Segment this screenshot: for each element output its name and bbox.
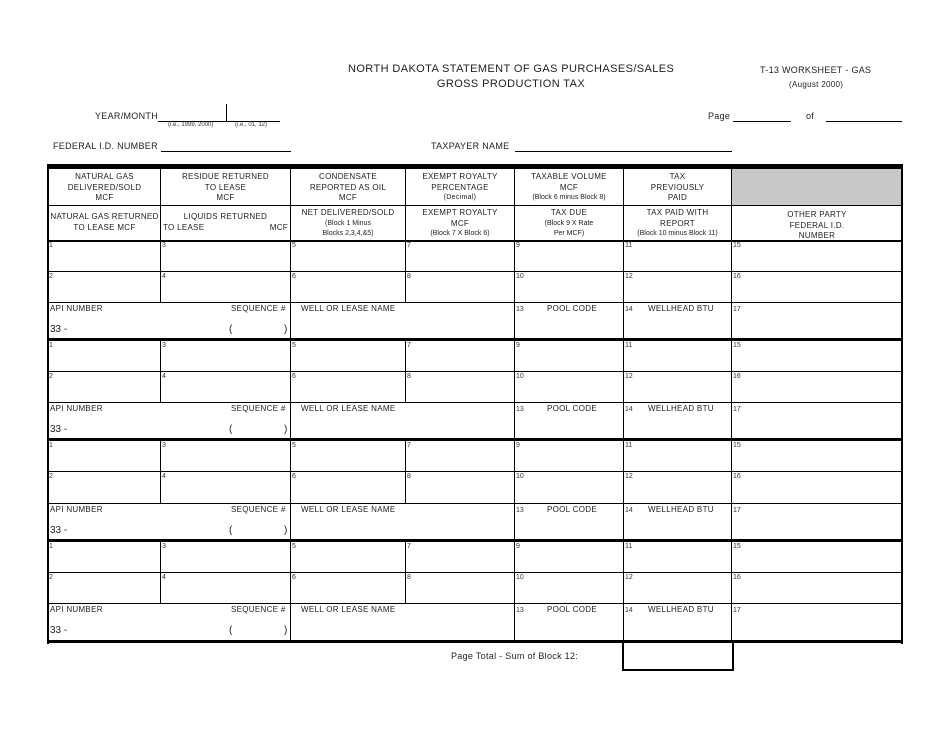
year-hint: (i.e., 1999, 2000) [168, 122, 214, 128]
block-number: 6 [292, 273, 296, 280]
block-number: 4 [162, 574, 166, 581]
form-date: (August 2000) [789, 80, 844, 89]
api-prefix: 33 - [50, 324, 68, 335]
block-number: 5 [292, 442, 296, 449]
block-number: 3 [162, 543, 166, 550]
block-number: 8 [407, 574, 411, 581]
well-name-label: WELL OR LEASE NAME [301, 404, 396, 413]
block-number: 2 [49, 574, 53, 581]
block-number: 1 [49, 543, 53, 550]
api-number-label: API NUMBER [50, 304, 103, 313]
block-number: 15 [733, 342, 741, 349]
sequence-close-paren: ) [284, 625, 288, 636]
block-number: 4 [162, 373, 166, 380]
block-number: 14 [625, 607, 633, 614]
block-number: 11 [625, 242, 633, 249]
block-number: 2 [49, 473, 53, 480]
block-number: 11 [625, 543, 633, 550]
sequence-label: SEQUENCE # [231, 404, 286, 413]
form-id: T-13 WORKSHEET - GAS [760, 65, 872, 75]
col-header-tax-due: TAX DUE (Block 9 X Rate Per MCF) [544, 208, 594, 237]
api-prefix: 33 - [50, 525, 68, 536]
col-header-natural-gas-sold: NATURAL GAS DELIVERED/SOLD MCF [67, 172, 142, 202]
pool-code-label: POOL CODE [547, 505, 597, 514]
federal-id-input[interactable] [161, 151, 291, 152]
of-label: of [806, 111, 815, 121]
block-number: 2 [49, 373, 53, 380]
block-number: 2 [49, 273, 53, 280]
block-number: 3 [162, 242, 166, 249]
block-number: 3 [162, 342, 166, 349]
sequence-label: SEQUENCE # [231, 605, 286, 614]
block-number: 10 [516, 473, 524, 480]
form-subtitle: GROSS PRODUCTION TAX [436, 78, 586, 90]
block-number: 7 [407, 342, 411, 349]
block-number: 15 [733, 442, 741, 449]
sequence-open-paren: ( [229, 324, 233, 335]
block-number: 8 [407, 273, 411, 280]
block-number: 1 [49, 242, 53, 249]
api-number-label: API NUMBER [50, 404, 103, 413]
col-header-exempt-royalty-mcf: EXEMPT ROYALTY MCF (Block 7 X Block 6) [422, 208, 498, 237]
block-number: 6 [292, 373, 296, 380]
pool-code-label: POOL CODE [547, 605, 597, 614]
block-number: 4 [162, 473, 166, 480]
col-header-net-delivered: NET DELIVERED/SOLD (Block 1 Minus Blocks 2,3,4,&5) [301, 208, 395, 237]
block-number: 10 [516, 273, 524, 280]
block-number: 14 [625, 306, 633, 313]
wellhead-btu-label: WELLHEAD BTU [648, 505, 714, 514]
block-number: 15 [733, 242, 741, 249]
api-prefix: 33 - [50, 625, 68, 636]
block-number: 16 [733, 473, 741, 480]
api-number-label: API NUMBER [50, 505, 103, 514]
block-number: 1 [49, 442, 53, 449]
sequence-label: SEQUENCE # [231, 304, 286, 313]
federal-id-label: FEDERAL I.D. NUMBER [53, 141, 158, 151]
block-number: 11 [625, 442, 633, 449]
block-number: 17 [733, 306, 741, 313]
pool-code-label: POOL CODE [547, 304, 597, 313]
sequence-close-paren: ) [284, 424, 288, 435]
sequence-close-paren: ) [284, 324, 288, 335]
api-prefix: 33 - [50, 424, 68, 435]
block-number: 17 [733, 406, 741, 413]
block-number: 6 [292, 473, 296, 480]
block-number: 14 [625, 406, 633, 413]
block-number: 8 [407, 473, 411, 480]
block-number: 14 [625, 507, 633, 514]
block-number: 11 [625, 342, 633, 349]
block-number: 16 [733, 574, 741, 581]
col-header-exempt-royalty-pct: EXEMPT ROYALTY PERCENTAGE (Decimal) [422, 172, 498, 201]
taxpayer-label: TAXPAYER NAME [431, 141, 510, 151]
sequence-open-paren: ( [229, 625, 233, 636]
well-name-label: WELL OR LEASE NAME [301, 605, 396, 614]
block-number: 3 [162, 442, 166, 449]
page-total-box[interactable] [622, 642, 734, 671]
col-header-residue-returned: RESIDUE RETURNED TO LEASE MCF [181, 172, 270, 202]
sequence-close-paren: ) [284, 525, 288, 536]
api-number-label: API NUMBER [50, 605, 103, 614]
block-number: 7 [407, 442, 411, 449]
col-header-gas-returned: NATURAL GAS RETURNED TO LEASE MCF [50, 212, 159, 232]
page-count-input[interactable] [826, 121, 902, 122]
block-number: 5 [292, 543, 296, 550]
block-number: 6 [292, 574, 296, 581]
form-title: NORTH DAKOTA STATEMENT OF GAS PURCHASES/SALES [348, 63, 675, 75]
sequence-open-paren: ( [229, 525, 233, 536]
col-header-tax-paid: TAX PAID WITH REPORT (Block 10 minus Block 11) [637, 208, 718, 237]
block-number: 13 [516, 406, 524, 413]
block-number: 9 [516, 242, 520, 249]
block-number: 12 [625, 574, 633, 581]
block-number: 4 [162, 273, 166, 280]
month-hint: (i.e., 01, 12) [235, 122, 268, 128]
block-number: 12 [625, 473, 633, 480]
col-header-taxable-volume: TAXABLE VOLUME MCF (Block 6 minus Block 8) [531, 172, 607, 201]
year-month-label: YEAR/MONTH [95, 111, 159, 121]
page-label: Page [708, 111, 731, 121]
block-number: 15 [733, 543, 741, 550]
gray-cell [732, 169, 902, 205]
col-header-tax-previously-paid: TAX PREVIOUSLY PAID [650, 172, 705, 202]
block-number: 7 [407, 543, 411, 550]
block-number: 8 [407, 373, 411, 380]
block-number: 9 [516, 442, 520, 449]
col-header-other-party-fid: OTHER PARTY FEDERAL I.D. NUMBER [787, 210, 847, 240]
wellhead-btu-label: WELLHEAD BTU [648, 605, 714, 614]
block-number: 13 [516, 507, 524, 514]
col-header-liquids-returned: LIQUIDS RETURNED TO LEASE MCF [163, 212, 288, 232]
col-header-condensate: CONDENSATE REPORTED AS OIL MCF [309, 172, 387, 202]
well-name-label: WELL OR LEASE NAME [301, 304, 396, 313]
well-name-label: WELL OR LEASE NAME [301, 505, 396, 514]
wellhead-btu-label: WELLHEAD BTU [648, 304, 714, 313]
block-number: 10 [516, 373, 524, 380]
block-number: 16 [733, 273, 741, 280]
pool-code-label: POOL CODE [547, 404, 597, 413]
block-number: 13 [516, 607, 524, 614]
block-number: 5 [292, 242, 296, 249]
page-total-label: Page Total - Sum of Block 12: [451, 651, 579, 661]
page-number-input[interactable] [733, 121, 791, 122]
sequence-open-paren: ( [229, 424, 233, 435]
block-number: 1 [49, 342, 53, 349]
block-number: 12 [625, 373, 633, 380]
block-number: 17 [733, 607, 741, 614]
block-number: 12 [625, 273, 633, 280]
taxpayer-name-input[interactable] [515, 151, 732, 152]
sequence-label: SEQUENCE # [231, 505, 286, 514]
block-number: 9 [516, 543, 520, 550]
block-number: 9 [516, 342, 520, 349]
block-number: 10 [516, 574, 524, 581]
block-number: 5 [292, 342, 296, 349]
block-number: 17 [733, 507, 741, 514]
block-number: 7 [407, 242, 411, 249]
wellhead-btu-label: WELLHEAD BTU [648, 404, 714, 413]
block-number: 16 [733, 373, 741, 380]
block-number: 13 [516, 306, 524, 313]
